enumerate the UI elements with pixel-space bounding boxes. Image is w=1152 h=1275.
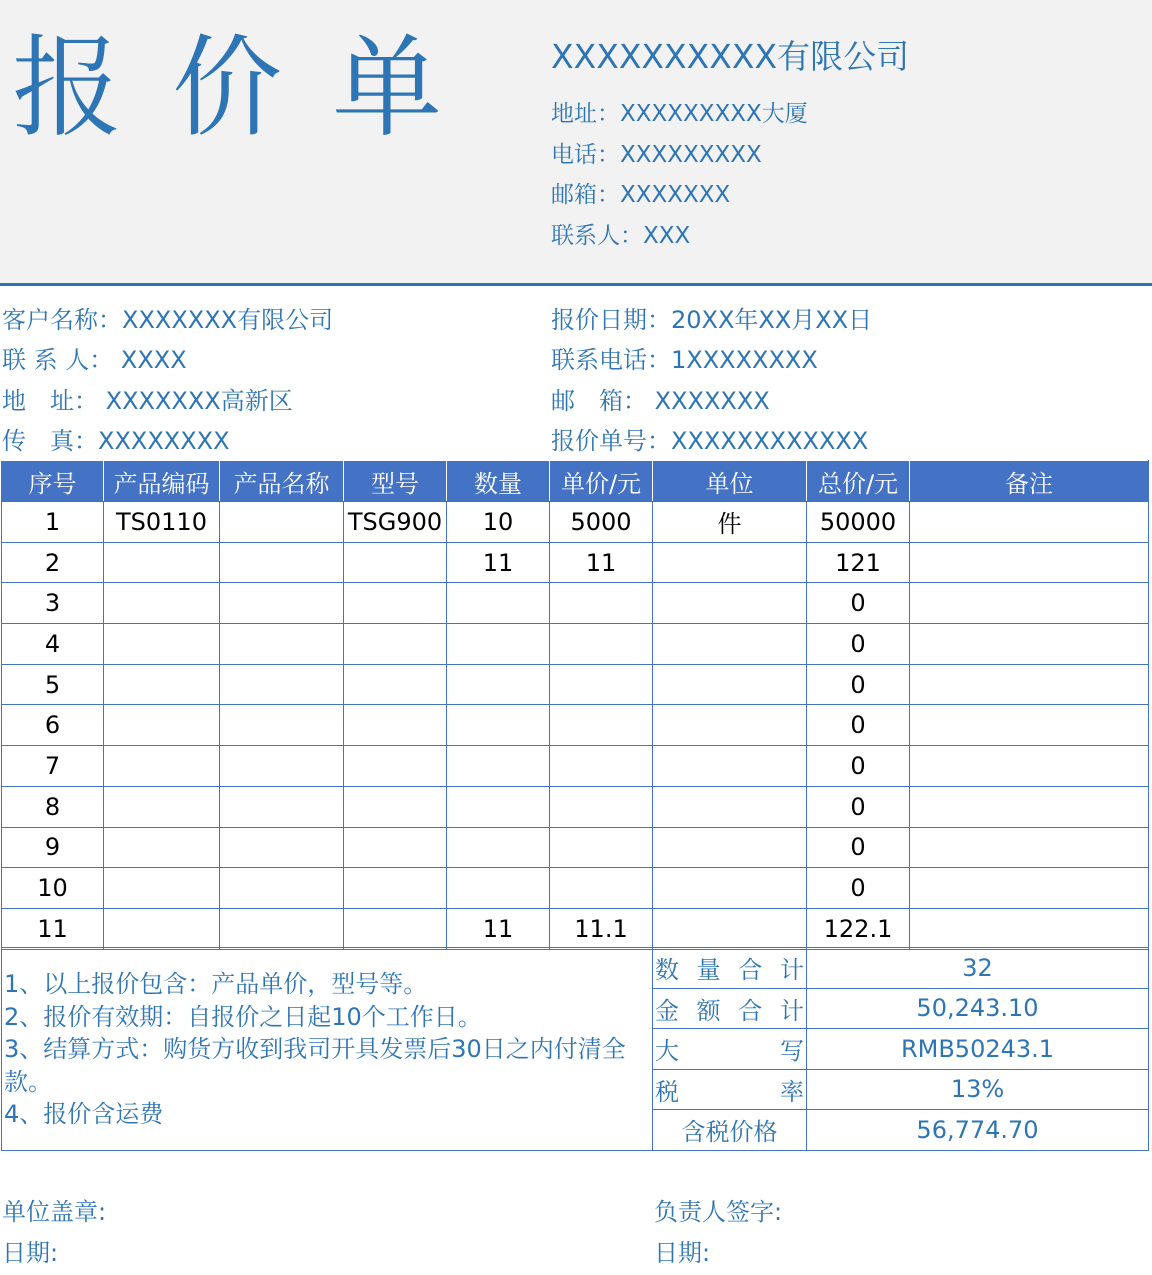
table-cell [220,786,344,827]
table-cell: 11.1 [550,908,653,949]
table-cell: 50000 [807,502,910,543]
date-left-label: 日期: [2,1239,59,1267]
title-char-2: 价 [172,24,282,152]
quote-items-table [1,460,1149,950]
table-cell [550,827,653,868]
date-right-label: 日期: [654,1239,711,1267]
table-cell [447,664,550,705]
table-cell [910,502,1149,543]
total-quantity-label: 数量合计 [653,948,807,989]
table-cell: 0 [807,786,910,827]
table-cell [104,908,220,949]
table-cell [447,746,550,787]
table-cell [550,705,653,746]
table-cell [447,705,550,746]
table-cell [344,542,447,583]
table-cell [910,868,1149,909]
table-cell [653,908,807,949]
table-cell: 11 [447,908,550,949]
table-cell [653,746,807,787]
table-cell: 2 [2,542,104,583]
table-row [2,705,1149,746]
note-line: 4、报价含运费 [4,1100,164,1128]
total-amount-value: 50,243.10 [807,988,1149,1029]
table-row [2,786,1149,827]
table-cell [344,908,447,949]
table-cell: 0 [807,827,910,868]
table-cell: 0 [807,746,910,787]
table-cell [910,542,1149,583]
title-char-1: 报 [12,24,122,152]
note-line: 2、报价有效期：自报价之日起10个工作日。 [4,1002,482,1031]
table-cell [104,624,220,665]
column-header: 总价/元 [807,461,910,502]
column-header: 数量 [447,461,550,502]
table-cell: 3 [2,583,104,624]
table-cell [220,908,344,949]
table-cell: 4 [2,624,104,665]
table-cell: 7 [2,746,104,787]
table-cell [653,786,807,827]
table-cell: 8 [2,786,104,827]
table-cell [910,705,1149,746]
table-cell [220,502,344,543]
column-header: 型号 [344,461,447,502]
table-cell: 121 [807,542,910,583]
table-cell [447,624,550,665]
company-phone: 电话：XXXXXXXXX [551,142,762,168]
table-cell: 6 [2,705,104,746]
table-row [2,868,1149,909]
quote-number: 报价单号：XXXXXXXXXXXX [551,427,869,455]
table-cell: 9 [2,827,104,868]
column-header: 序号 [2,461,104,502]
total-amount-label: 金额合计 [653,988,807,1029]
table-cell [653,583,807,624]
table-cell [220,868,344,909]
table-cell [550,786,653,827]
table-cell [447,786,550,827]
note-line: 3、结算方式：购货方收到我司开具发票后30日之内付清全款。 [4,1035,626,1096]
table-cell [344,786,447,827]
table-cell: 5 [2,664,104,705]
table-cell [910,624,1149,665]
table-cell [653,868,807,909]
amount-in-words-value: RMB50243.1 [807,1029,1149,1070]
table-header-row [2,461,1149,502]
table-cell: 1 [2,502,104,543]
column-header: 备注 [910,461,1149,502]
table-cell [220,624,344,665]
table-cell: 11 [2,908,104,949]
header-divider [0,283,1152,286]
table-cell: 122.1 [807,908,910,949]
table-cell [344,868,447,909]
table-cell [910,664,1149,705]
table-cell [344,583,447,624]
company-email: 邮箱：XXXXXXX [551,182,731,208]
table-cell [344,746,447,787]
customer-address: 地 址： XXXXXXX高新区 [2,387,293,415]
table-cell: 10 [2,868,104,909]
header-band [0,0,1152,283]
table-cell [653,624,807,665]
column-header: 产品名称 [220,461,344,502]
table-cell [550,624,653,665]
table-cell: 0 [807,583,910,624]
table-cell [220,664,344,705]
company-seal-label: 单位盖章: [2,1198,107,1226]
table-cell [344,624,447,665]
amount-in-words-label: 大写 [653,1029,807,1070]
customer-contact: 联 系 人： XXXX [2,346,187,374]
contact-phone: 联系电话：1XXXXXXXX [551,346,818,374]
table-cell [910,583,1149,624]
table-cell [550,583,653,624]
note-line: 1、以上报价包含：产品单价，型号等。 [4,970,428,998]
table-cell [550,746,653,787]
taxed-price-label: 含税价格 [653,1110,807,1151]
table-cell [104,868,220,909]
table-cell [220,827,344,868]
table-row [2,664,1149,705]
table-row [2,542,1149,583]
table-cell [910,908,1149,949]
table-cell: 0 [807,624,910,665]
table-cell [104,583,220,624]
table-cell [653,827,807,868]
table-cell: TSG900 [344,502,447,543]
column-header: 产品编码 [104,461,220,502]
table-row [2,746,1149,787]
customer-fax: 传 真：XXXXXXXX [2,427,230,455]
taxed-price-value: 56,774.70 [807,1110,1149,1151]
table-row [2,583,1149,624]
table-cell [550,664,653,705]
column-header: 单价/元 [550,461,653,502]
table-cell [104,746,220,787]
table-cell [220,746,344,787]
company-name: XXXXXXXXXX有限公司 [551,37,910,76]
tax-rate-value: 13% [807,1069,1149,1110]
table-cell [447,583,550,624]
customer-name: 客户名称：XXXXXXX有限公司 [2,306,334,334]
table-cell: 11 [447,542,550,583]
table-cell [344,664,447,705]
customer-email: 邮 箱： XXXXXXX [551,387,770,415]
table-cell: 0 [807,868,910,909]
table-cell: 11 [550,542,653,583]
table-cell [220,542,344,583]
table-row [2,827,1149,868]
table-cell [653,664,807,705]
table-cell: 0 [807,664,910,705]
table-cell [447,827,550,868]
summary-table [1,947,1149,1151]
table-cell [104,827,220,868]
company-address: 地址：XXXXXXXXX大厦 [551,101,808,127]
table-cell [104,542,220,583]
table-row [2,908,1149,949]
terms-notes [2,948,653,1151]
tax-rate-label: 税率 [653,1069,807,1110]
table-cell [104,705,220,746]
table-cell [104,664,220,705]
table-cell: 5000 [550,502,653,543]
table-cell: 件 [653,502,807,543]
table-cell: 10 [447,502,550,543]
table-row [2,624,1149,665]
table-cell [550,868,653,909]
table-cell [910,786,1149,827]
company-contact: 联系人：XXX [551,223,691,249]
column-header: 单位 [653,461,807,502]
table-cell [653,542,807,583]
quote-date: 报价日期：20XX年XX月XX日 [551,306,873,334]
title-char-3: 单 [332,24,442,152]
total-quantity-value: 32 [807,948,1149,989]
signature-label: 负责人签字: [654,1198,783,1226]
table-cell [910,746,1149,787]
table-cell [344,705,447,746]
table-cell [910,827,1149,868]
table-cell [653,705,807,746]
table-cell [220,583,344,624]
table-cell [344,827,447,868]
table-body [2,502,1149,950]
table-cell [104,786,220,827]
table-row [2,502,1149,543]
table-cell [220,705,344,746]
table-cell: TS0110 [104,502,220,543]
table-cell [447,868,550,909]
table-cell: 0 [807,705,910,746]
